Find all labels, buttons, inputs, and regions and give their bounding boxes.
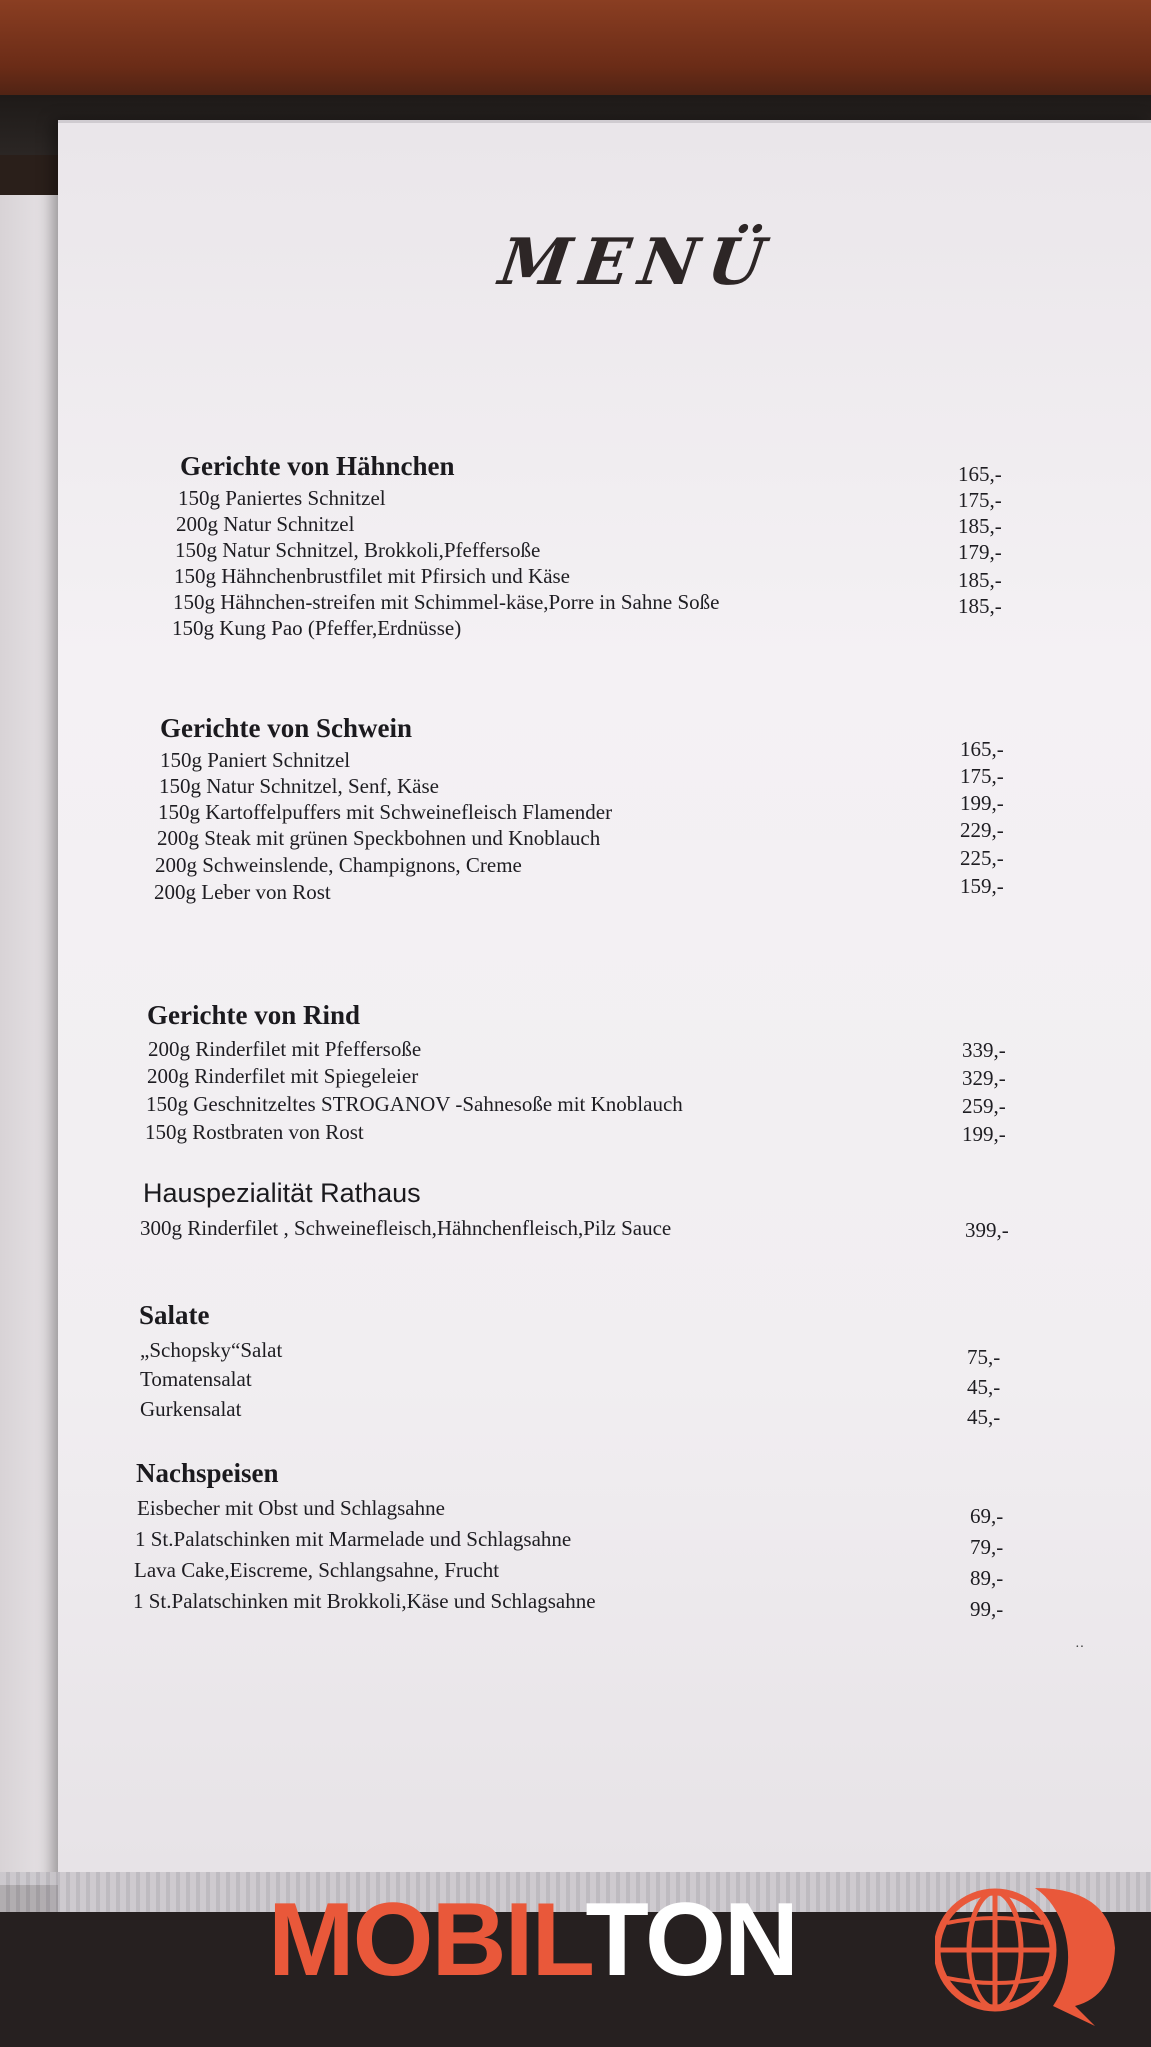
menu-price: 165,-	[958, 462, 1002, 486]
section-title: Nachspeisen	[136, 1458, 279, 1488]
menu-item: 200g Rinderfilet mit Pfeffersoße	[148, 1037, 422, 1061]
menu-title: MENÜ	[494, 225, 780, 300]
globe-speech-bubble-icon	[935, 1878, 1125, 2028]
menu-price: 179,-	[958, 540, 1002, 564]
logo-part-1: MOBIL	[268, 1882, 586, 1998]
menu-price: 199,-	[960, 791, 1004, 815]
menu-price: 229,-	[960, 818, 1004, 842]
watermark-logo	[268, 1882, 797, 1998]
menu-item: 200g Schweinslende, Champignons, Creme	[155, 853, 522, 877]
menu-price: 165,-	[960, 737, 1004, 761]
menu-price: 45,-	[967, 1375, 1001, 1399]
menu-item: 200g Leber von Rost	[154, 880, 331, 904]
menu-item: 150g Natur Schnitzel, Brokkoli,Pfeffersoße	[175, 538, 541, 562]
section-title: Salate	[139, 1300, 210, 1330]
menu-price: 399,-	[965, 1218, 1009, 1242]
menu-item: 150g Hähnchen-streifen mit Schimmel-käse,Porre in Sahne Soße	[173, 590, 720, 614]
logo-part-2: TON	[585, 1882, 797, 1998]
menu-item: 150g Hähnchenbrustfilet mit Pfirsich und Käse	[174, 564, 571, 588]
menu-price: 79,-	[970, 1535, 1004, 1559]
menu-item: 150g Kung Pao (Pfeffer,Erdnüsse)	[172, 616, 462, 640]
menu-item: 300g Rinderfilet , Schweinefleisch,Hähnchenfleisch,Pilz Sauce	[140, 1216, 672, 1240]
menu-price: 259,-	[962, 1094, 1006, 1118]
menu-item: „Schopsky“Salat	[140, 1338, 283, 1362]
menu-item: 150g Rostbraten von Rost	[145, 1120, 364, 1144]
menu-price: 89,-	[970, 1566, 1004, 1590]
menu-price: 225,-	[960, 846, 1004, 870]
menu-price: 199,-	[962, 1122, 1006, 1146]
menu-price: 99,-	[970, 1597, 1004, 1621]
menu-item: 200g Rinderfilet mit Spiegeleier	[147, 1064, 419, 1088]
menu-item: Tomatensalat	[140, 1367, 252, 1391]
menu-price: 185,-	[958, 594, 1002, 618]
section-title: Gerichte von Rind	[147, 1000, 360, 1030]
menu-item: 150g Paniertes Schnitzel	[178, 486, 386, 510]
menu-item: 150g Kartoffelpuffers mit Schweinefleisch Flamender	[158, 800, 613, 824]
menu-price: 175,-	[958, 488, 1002, 512]
menu-item: 150g Natur Schnitzel, Senf, Käse	[159, 774, 439, 798]
menu-item: 200g Steak mit grünen Speckbohnen und Knoblauch	[157, 826, 601, 850]
menu-item: Gurkensalat	[140, 1397, 242, 1421]
menu-price: 185,-	[958, 514, 1002, 538]
menu-price: 185,-	[958, 568, 1002, 592]
menu-price: 175,-	[960, 764, 1004, 788]
menu-price: 75,-	[967, 1345, 1001, 1369]
menu-price: 339,-	[962, 1038, 1006, 1062]
section-title: Gerichte von Schwein	[160, 713, 412, 743]
menu-item: 150g Paniert Schnitzel	[160, 748, 351, 772]
menu-item: Eisbecher mit Obst und Schlagsahne	[137, 1496, 445, 1520]
menu-item: 1 St.Palatschinken mit Brokkoli,Käse und Schlagsahne	[133, 1589, 596, 1613]
menu-item: Lava Cake,Eiscreme, Schlangsahne, Frucht	[134, 1558, 500, 1582]
menu-price: 329,-	[962, 1066, 1006, 1090]
menu-price: 159,-	[960, 874, 1004, 898]
menu-price: 69,-	[970, 1504, 1004, 1528]
stray-mark: ··	[1075, 1640, 1085, 1655]
menu-item: 1 St.Palatschinken mit Marmelade und Schlagsahne	[135, 1527, 572, 1551]
section-title: Hauspezialität Rathaus	[143, 1178, 421, 1208]
menu-item: 150g Geschnitzeltes STROGANOV -Sahnesoße mit Knoblauch	[146, 1092, 683, 1116]
menu-item: 200g Natur Schnitzel	[176, 512, 355, 536]
menu-price: 45,-	[967, 1405, 1001, 1429]
section-title: Gerichte von Hähnchen	[180, 451, 455, 481]
